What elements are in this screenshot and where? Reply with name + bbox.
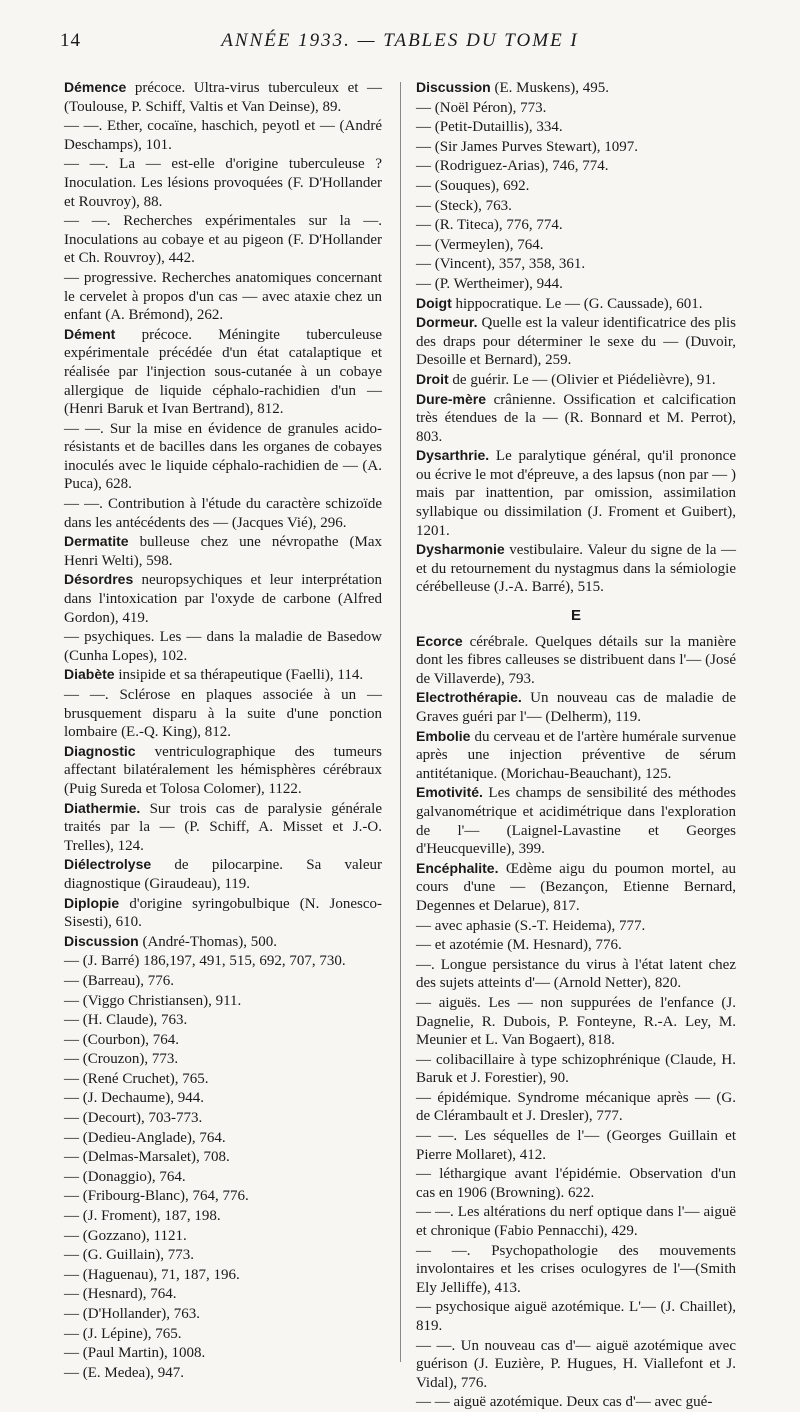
index-entry bbox=[64, 1363, 382, 1383]
entry-text: Le paralytique général, qu'il prononce ou écrive le mot d'épreuve, a des lapsus (non par — ) mais par inattention, par omission, assimilation syllabique ou dissimilation (J. Froment et Guibert), 1201. bbox=[416, 448, 736, 539]
entry-text: Les champs de sensibilité des méthodes galvanométrique et acidimétrique dans l'exploration de l'— (Laignel-Lavastine et Georges d'Heucqueville), 399. bbox=[416, 785, 736, 858]
entry-text: — (H. Claude), 763. bbox=[64, 1012, 188, 1029]
entry-text: — psychiques. Les — dans la maladie de Basedow (Cunha Lopes), 102. bbox=[64, 629, 382, 664]
entry-text: — —. Un nouveau cas d'— aiguë azotémique avec guérison (J. Euzière, P. Hugues, H. Viallefont et J. Vidal), 776. bbox=[416, 1337, 736, 1391]
entry-text: — colibacillaire à type schizophrénique (Claude, H. Baruk et J. Forestier), 90. bbox=[416, 1051, 736, 1087]
index-entry bbox=[416, 859, 736, 916]
index-entry bbox=[64, 1147, 382, 1167]
entry-headword: Diagnostic bbox=[64, 742, 136, 759]
index-entry bbox=[64, 1284, 382, 1304]
index-entry bbox=[64, 1343, 382, 1363]
entry-text: ventriculographique des tumeurs affectant bilatéralement les hémisphères cérébraux (Puig Sureda et Tolosa Colomer), 1122. bbox=[64, 743, 382, 797]
entry-text: — (Paul Martin), 1008. bbox=[64, 1345, 206, 1362]
entry-headword: Diathermie. bbox=[64, 799, 141, 816]
index-entry bbox=[416, 1336, 736, 1393]
index-entry bbox=[416, 935, 736, 955]
index-entry bbox=[416, 446, 736, 540]
entry-headword: Electrothérapie. bbox=[416, 689, 522, 706]
entry-headword: Dément bbox=[64, 325, 116, 342]
page-header bbox=[60, 30, 740, 56]
index-entry bbox=[64, 78, 382, 116]
index-entry bbox=[416, 1392, 736, 1412]
entry-text: — (P. Wertheimer), 944. bbox=[416, 275, 563, 292]
index-entry bbox=[64, 894, 382, 932]
entry-text: — (Viggo Christiansen), 911. bbox=[64, 992, 242, 1009]
index-entry bbox=[64, 1245, 382, 1265]
entry-headword: Diélectrolyse bbox=[64, 856, 152, 873]
entry-text: — et azotémie (M. Hesnard), 776. bbox=[416, 937, 622, 954]
entry-headword: Dermatite bbox=[64, 533, 129, 550]
index-entry bbox=[64, 855, 382, 893]
entry-text: — psychosique aiguë azotémique. L'— (J. Chaillet), 819. bbox=[416, 1299, 736, 1334]
entry-headword: Dysarthrie. bbox=[416, 447, 490, 464]
entry-text: — — aiguë azotémique. Deux cas d'— avec gué- bbox=[416, 1394, 713, 1411]
index-entry bbox=[416, 1241, 736, 1298]
entry-text: — —. Ether, cocaïne, haschich, peyotl et — (André Deschamps), 101. bbox=[64, 118, 382, 153]
index-entry bbox=[64, 1010, 382, 1030]
entry-text: de pilocarpine. Sa valeur diagnostique (Giraudeau), 119. bbox=[64, 857, 382, 892]
entry-text: — (Gozzano), 1121. bbox=[64, 1227, 187, 1244]
index-entry bbox=[64, 154, 382, 211]
entry-text: — (Vermeylen), 764. bbox=[416, 236, 544, 253]
entry-text: du cerveau et de l'artère humérale survenue après une injection préventive de sérum antitétanique. (Morichau-Beauchant), 125. bbox=[416, 728, 736, 782]
entry-text: — léthargique avant l'épidémie. Observation d'un cas en 1906 (Browning). 622. bbox=[416, 1166, 736, 1201]
entry-headword: Dormeur. bbox=[416, 314, 478, 331]
index-entry bbox=[416, 196, 736, 216]
entry-text: — (Haguenau), 71, 187, 196. bbox=[64, 1266, 240, 1283]
index-entry bbox=[64, 1128, 382, 1148]
entry-headword: Discussion bbox=[64, 932, 139, 949]
index-entry bbox=[416, 727, 736, 784]
index-entry bbox=[416, 274, 736, 294]
entry-headword: Embolie bbox=[416, 727, 471, 744]
index-entry bbox=[416, 176, 736, 196]
index-entry bbox=[64, 1186, 382, 1206]
entry-text: — (E. Medea), 947. bbox=[64, 1364, 184, 1381]
index-entry bbox=[416, 688, 736, 726]
index-entry bbox=[64, 532, 382, 570]
entry-text: — —. Recherches expérimentales sur la —. Inoculations au cobaye et au pigeon (F. D'Hollander et Ch. Rouvroy), 442. bbox=[64, 213, 382, 267]
entry-text: Œdème aigu du poumon mortel, au cours d'une — (Bezançon, Etienne Bernard, Degennes et Delarue), 817. bbox=[416, 860, 736, 914]
index-entry bbox=[416, 313, 736, 370]
entry-text: — (Souques), 692. bbox=[416, 177, 530, 194]
index-entry bbox=[64, 494, 382, 532]
right-column-entries-e bbox=[416, 632, 736, 1412]
column-divider bbox=[400, 82, 401, 1362]
entry-text: Quelle est la valeur identificatrice des plis des draps pour déterminer le sexe du — (Duvoir, Desoille et Bernard), 259. bbox=[416, 315, 736, 369]
entry-text: — (D'Hollander), 763. bbox=[64, 1306, 201, 1322]
index-entry bbox=[64, 1088, 382, 1108]
index-entry bbox=[416, 540, 736, 597]
entry-headword: Discussion bbox=[416, 79, 491, 95]
index-entry bbox=[64, 419, 382, 494]
index-entry bbox=[64, 665, 382, 685]
entry-text: de guérir. Le — (Olivier et Piédelièvre), 91. bbox=[448, 371, 716, 388]
index-entry bbox=[64, 991, 382, 1011]
entry-text: Sur trois cas de paralysie générale traités par la — (P. Schiff, A. Misset et J.-O. Trelles), 124. bbox=[64, 800, 382, 854]
index-entry bbox=[64, 627, 382, 665]
index-entry bbox=[416, 215, 736, 235]
entry-text: — (G. Guillain), 773. bbox=[64, 1247, 194, 1264]
index-entry bbox=[64, 1108, 382, 1128]
index-entry bbox=[64, 951, 382, 971]
entry-text: — progressive. Recherches anatomiques concernant le cervelet à propos d'un cas — avec ataxie chez un enfant (A. Brémond), 262. bbox=[64, 269, 382, 324]
entry-text: — —. La — est-elle d'origine tuberculeuse ? Inoculation. Les lésions provoquées (F. D'Hollander et Rouvroy), 88. bbox=[64, 156, 382, 210]
entry-headword: Dure-mère bbox=[416, 390, 487, 407]
index-entry bbox=[416, 916, 736, 936]
index-entry bbox=[64, 1324, 382, 1344]
index-entry bbox=[416, 1126, 736, 1164]
index-entry bbox=[64, 1265, 382, 1285]
index-entry bbox=[64, 1226, 382, 1246]
right-column bbox=[416, 78, 736, 1412]
index-entry bbox=[64, 1069, 382, 1089]
entry-headword: Emotivité. bbox=[416, 784, 483, 801]
entry-text: — (Crouzon), 773. bbox=[64, 1051, 179, 1068]
entry-text: — (Delmas-Marsalet), 708. bbox=[64, 1149, 230, 1166]
index-entry bbox=[64, 742, 382, 799]
entry-text: — (J. Froment), 187, 198. bbox=[64, 1208, 221, 1225]
entry-text: — —. Les altérations du nerf optique dans l'— aiguë et chronique (Fabio Pennacchi), 429. bbox=[416, 1204, 736, 1240]
entry-text: — (Donaggio), 764. bbox=[64, 1168, 186, 1185]
entry-headword: Désordres bbox=[64, 571, 134, 588]
entry-headword: Diplopie bbox=[64, 894, 120, 911]
index-entry bbox=[416, 254, 736, 274]
index-entry bbox=[416, 117, 736, 137]
entry-text: bulleuse chez une névropathe (Max Henri Welti), 598. bbox=[64, 534, 382, 569]
entry-headword: Dysharmonie bbox=[416, 541, 505, 558]
entry-text: (E. Muskens), 495. bbox=[490, 80, 610, 96]
left-column bbox=[64, 78, 382, 1382]
index-entry bbox=[64, 116, 382, 154]
index-entry bbox=[416, 370, 736, 390]
entry-text: — avec aphasie (S.-T. Heidema), 777. bbox=[416, 917, 646, 934]
entry-text: — —. Psychopathologie des mouvements involontaires et les crises oculogyres de l'—(Smith Ely Jelliffe), 413. bbox=[416, 1242, 736, 1296]
entry-text: —. Longue persistance du virus à l'état latent chez des sujets atteints d'— (Arnold Netter), 820. bbox=[416, 956, 736, 992]
running-title: ANNÉE 1933. — TABLES DU TOME I bbox=[221, 30, 579, 51]
entry-text: — (Steck), 763. bbox=[416, 197, 512, 214]
index-entry bbox=[64, 685, 382, 742]
entry-text: — —. Sclérose en plaques associée à un — brusquement disparu à la suite d'une ponction lombaire (E.-Q. King), 812. bbox=[64, 687, 382, 741]
entry-text: — (J. Barré) 186,197, 491, 515, 692, 707, 730. bbox=[64, 953, 346, 970]
entry-text: — (Courbon), 764. bbox=[64, 1031, 179, 1048]
entry-text: — (René Cruchet), 765. bbox=[64, 1070, 209, 1087]
entry-headword: Doigt bbox=[416, 294, 452, 311]
entry-text: — (Fribourg-Blanc), 764, 776. bbox=[64, 1188, 249, 1205]
entry-text: cérébrale. Quelques détails sur la manière dont les fibres calleuses se distribuent dans l'— (José de Villaverde), 793. bbox=[416, 633, 736, 687]
index-entry bbox=[64, 1167, 382, 1187]
index-entry bbox=[416, 137, 736, 157]
index-entry bbox=[416, 1050, 736, 1088]
entry-text: — aiguës. Les — non suppurées de l'enfance (J. Dagnelie, R. Dubois, P. Fonteyne, R.-A. Ley, M. Meunier et L. Van Bogaert), 818. bbox=[416, 994, 736, 1049]
index-entry bbox=[64, 325, 382, 419]
entry-text: — —. Contribution à l'étude du caractère schizoïde dans les antécédents des — (Jacques Vié), 296. bbox=[64, 496, 382, 531]
index-entry bbox=[416, 1202, 736, 1240]
entry-text: crânienne. Ossification et calcification très étendues de la — (R. Bonnard et M. Perrot), 803. bbox=[416, 391, 736, 445]
index-entry bbox=[416, 993, 736, 1050]
entry-text: — (Rodriguez-Arias), 746, 774. bbox=[416, 158, 609, 175]
index-entry bbox=[64, 799, 382, 856]
right-column-entries-d bbox=[416, 78, 736, 597]
index-entry bbox=[416, 294, 736, 314]
index-entry bbox=[416, 1088, 736, 1126]
entry-text: — (Vincent), 357, 358, 361. bbox=[416, 256, 586, 273]
index-entry bbox=[416, 156, 736, 176]
entry-headword: Démence bbox=[64, 79, 127, 95]
entry-text: insipide et sa thérapeutique (Faelli), 114. bbox=[114, 667, 364, 684]
index-entry bbox=[416, 1297, 736, 1335]
entry-headword: Diabète bbox=[64, 666, 115, 683]
index-entry bbox=[64, 268, 382, 325]
entry-text: précoce. Méningite tuberculeuse expérimentale précédée d'un état catalaptique et réalisée par l'injection sous-cutanée à un cobaye allergique de liquide céphalo-rachidien d'un — (Henri Baruk et Ivan Bertrand), 812. bbox=[64, 326, 382, 418]
index-entry bbox=[416, 783, 736, 858]
entry-text: — (Decourt), 703-773. bbox=[64, 1110, 203, 1127]
entry-text: — —. Les séquelles de l'— (Georges Guillain et Pierre Mollaret), 412. bbox=[416, 1128, 736, 1163]
entry-text: — (Dedieu-Anglade), 764. bbox=[64, 1129, 226, 1146]
entry-text: vestibulaire. Valeur du signe de la — et du retournement du nystagmus dans la sémiologie cérébelleuse (J.-A. Barré), 515. bbox=[416, 542, 736, 596]
entry-text: — épidémique. Syndrome mécanique après — (G. de Clérambault et J. Dresler), 777. bbox=[416, 1089, 736, 1125]
index-entry bbox=[64, 1030, 382, 1050]
index-entry bbox=[64, 1304, 382, 1324]
entry-text: — (J. Dechaume), 944. bbox=[64, 1090, 204, 1107]
index-entry bbox=[64, 1049, 382, 1069]
entry-text: — (Noël Péron), 773. bbox=[416, 99, 547, 116]
entry-text: — (R. Titeca), 776, 774. bbox=[416, 217, 563, 234]
index-entry bbox=[64, 932, 382, 952]
entry-text: neuropsychiques et leur interprétation dans l'intoxication par l'oxyde de carbone (Alfred Gordon), 419. bbox=[64, 572, 382, 626]
entry-text: — (J. Lépine), 765. bbox=[64, 1325, 182, 1342]
entry-text: — (Sir James Purves Stewart), 1097. bbox=[416, 138, 639, 155]
entry-text: — (Petit-Dutaillis), 334. bbox=[416, 119, 563, 136]
index-entry bbox=[416, 98, 736, 118]
index-entry bbox=[416, 390, 736, 447]
entry-text: (André-Thomas), 500. bbox=[138, 933, 277, 950]
entry-text: — —. Sur la mise en évidence de granules acido-résistants et de bacilles dans les organes de cobayes inoculés avec le liquide céphalo-rachidien de — (A. Puca), 628. bbox=[64, 420, 382, 493]
entry-text: d'origine syringobulbique (N. Jonesco-Sisesti), 610. bbox=[64, 895, 382, 931]
entry-headword: Ecorce bbox=[416, 632, 463, 649]
index-entry bbox=[416, 235, 736, 255]
index-entry bbox=[64, 1206, 382, 1226]
index-entry bbox=[64, 570, 382, 627]
section-letter: E bbox=[570, 607, 581, 625]
index-entry bbox=[64, 971, 382, 991]
entry-text: — (Hesnard), 764. bbox=[64, 1286, 177, 1303]
entry-text: Un nouveau cas de maladie de Graves guéri par l'— (Delherm), 119. bbox=[416, 690, 736, 725]
entry-text: précoce. Ultra-virus tuberculeux et — (Toulouse, P. Schiff, Valtis et Van Deinse), 89. bbox=[64, 80, 382, 115]
entry-text: — (Barreau), 776. bbox=[64, 972, 174, 989]
index-entry bbox=[416, 78, 736, 98]
entry-headword: Encéphalite. bbox=[416, 859, 499, 876]
index-entry bbox=[64, 211, 382, 268]
entry-headword: Droit bbox=[416, 370, 449, 387]
page-number: 14 bbox=[60, 30, 81, 51]
index-entry bbox=[416, 632, 736, 689]
index-entry bbox=[416, 955, 736, 993]
entry-text: hippocratique. Le — (G. Caussade), 601. bbox=[451, 295, 703, 312]
index-entry bbox=[416, 1164, 736, 1202]
